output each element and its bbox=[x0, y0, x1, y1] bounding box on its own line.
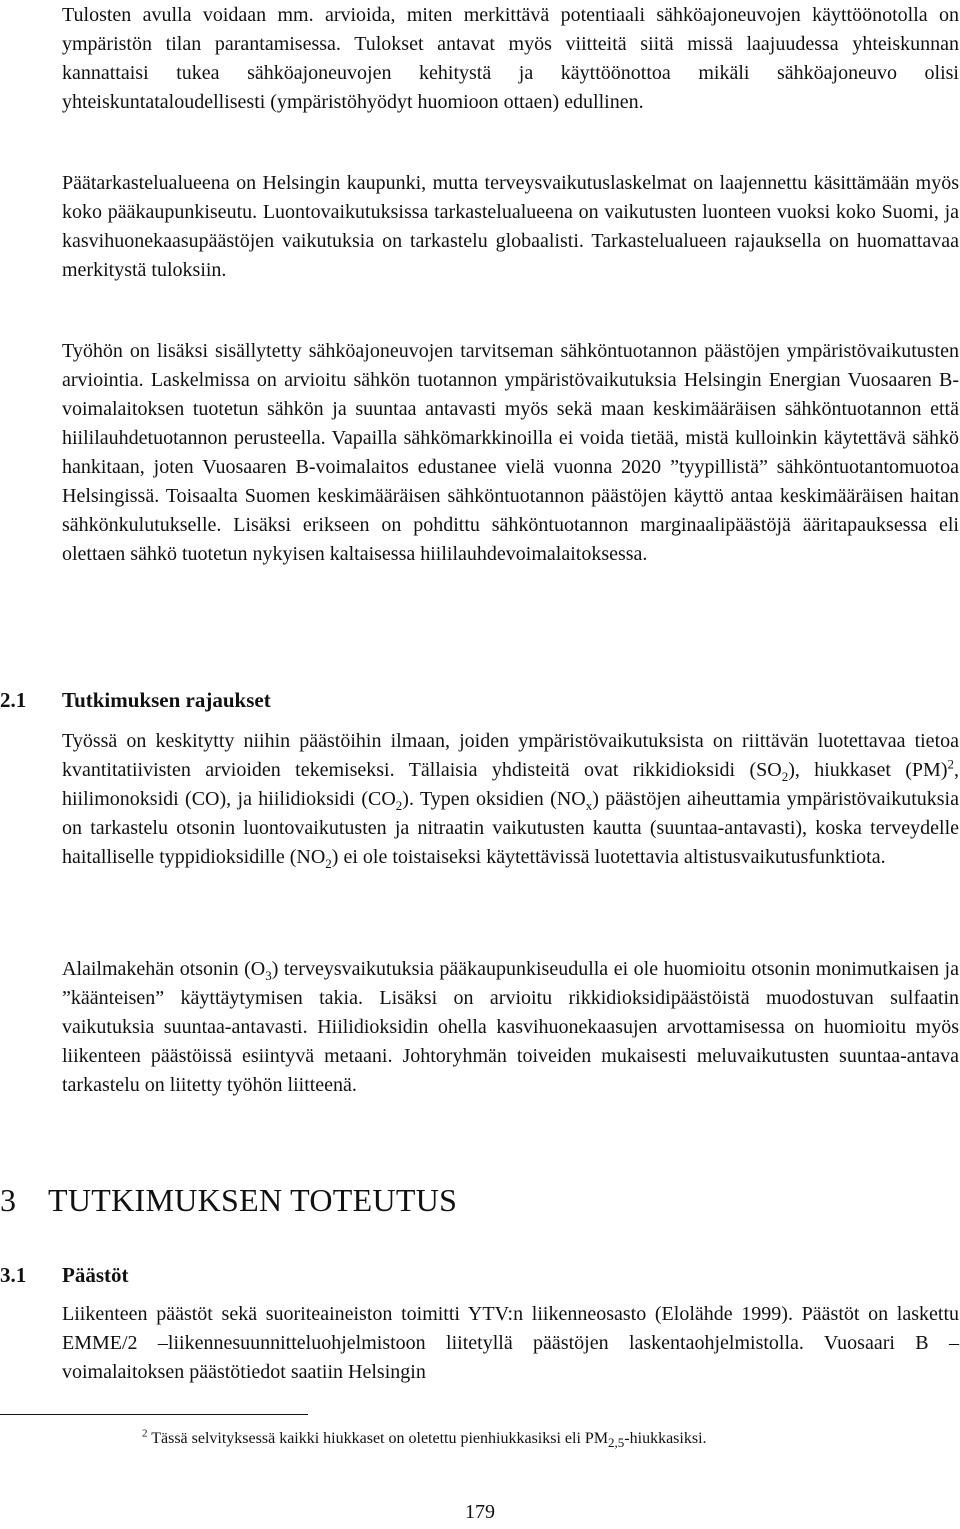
text-run: ). Typen oksidien (NO bbox=[402, 788, 586, 810]
paragraph-emissions-scope bbox=[62, 727, 959, 872]
subscript-nox: x bbox=[585, 798, 593, 813]
section-heading-3-1 bbox=[0, 1261, 129, 1289]
paragraph-electricity-production: Työhön on lisäksi sisällytetty sähköajoneuvojen tarvitseman sähköntuotannon päästöjen ympäristövaikutusten arviointia. Laskelmissa on arvioitu sähkön tuotannon ympäristövaikutuksia Helsingin Energian Vuosaaren B-voimalaitoksen tuotetun sähkön ja suuntaa antavasti myös sekä maan keskimääräisen sähköntuotannon että hiililauhdetuotannon perusteella. Vapailla sähkömarkkinoilla ei voida tietää, mistä kulloinkin käytettävä sähkö hankitaan, joten Vuosaaren B-voimalaitos edustanee vielä vuonna 2020 ”tyypillistä” sähköntuotantomuotoa Helsingissä. Toisaalta Suomen keskimääräisen sähköntuotannon päästöjen käyttö antaa keskimääräisen haitan sähkönkulutukselle. Lisäksi erikseen on pohdittu sähköntuotannon marginaalipäästöjä ääritapauksessa eli olettaen sähkö tuotetun nykyisen kaltaisessa hiililauhdevoimalaitoksessa. bbox=[62, 340, 959, 565]
section-number: 3.1 bbox=[0, 1263, 27, 1287]
chapter-heading-3 bbox=[0, 1180, 457, 1220]
chapter-title: TUTKIMUKSEN TOTEUTUS bbox=[48, 1182, 458, 1218]
page-number: 179 bbox=[465, 1501, 495, 1523]
section-title: Päästöt bbox=[62, 1263, 129, 1287]
paragraph-emission-data: Liikenteen päästöt sekä suoriteaineiston toimitti YTV:n liikenneosasto (Elolähde 1999). Päästöt on laskettu EMME/2 –liikennesuunnitteluohjelmistoon liitetyllä päästöjen laskentaohjelmistolla. Vuosaari B –voimalaitoksen päästötiedot saatiin Helsingin bbox=[62, 1303, 959, 1383]
subscript-no2: 2 bbox=[325, 856, 332, 871]
footnote-ref: 2 bbox=[947, 756, 954, 772]
section-title: Tutkimuksen rajaukset bbox=[62, 688, 271, 712]
text-run: ), hiukkaset (PM) bbox=[788, 759, 948, 781]
subscript-o3: 3 bbox=[265, 968, 272, 983]
footnote-marker: 2 bbox=[142, 1427, 148, 1440]
paragraph-results-potential: Tulosten avulla voidaan mm. arvioida, miten merkittävä potentiaali sähköajoneuvojen käyttöönotolla on ympäristön tilan parantamisessa. Tulokset antavat myös viitteitä siitä missä laajuudessa yhteiskunnan kannattaisi tukea sähköajoneuvojen kehitystä ja käyttöönottoa mikäli sähköajoneuvo olisi yhteiskuntataloudellisesti (ympäristöhyödyt huomioon ottaen) edullinen. bbox=[62, 4, 959, 113]
subscript-co2: 2 bbox=[395, 798, 403, 813]
footnote-divider bbox=[0, 1414, 308, 1415]
text-run: Alailmakehän otsonin (O bbox=[62, 958, 266, 980]
text-run: ) terveysvaikutuksia pääkaupunkiseudulla ei ole huomioitu otsonin monimutkaisen ja ”käänteisen” käyttäytymisen takia. Lisäksi on arvioitu rikkidioksidipäästöistä muodostuvan sulfaatin vaikutuksia suuntaa-antavasti. Hiilidioksidin ohella kasvihuonekaasujen arvottamisessa on huomioitu myös liikenteen päästöissä esiintyvä metaani. Johtoryhmän toiveiden mukaisesti meluvaikutusten suuntaa-antava tarkastelu on liitetty työhön liitteenä. bbox=[62, 958, 959, 1096]
section-number: 2.1 bbox=[0, 688, 27, 712]
subscript-so2: 2 bbox=[781, 769, 789, 784]
text-run: , hiilimonoksidi (CO), ja hiilidioksidi (CO bbox=[62, 759, 959, 810]
paragraph-study-area: Päätarkastelualueena on Helsingin kaupunki, mutta terveysvaikutuslaskelmat on laajennettu käsittämään myös koko pääkaupunkiseutu. Luontovaikutuksissa tarkastelualueena on vaikutusten luonteen vuoksi koko Suomi, ja kasvihuonekaasupäästöjen vaikutuksia on tarkastelu globaalisti. Tarkastelualueen rajauksella on huomattavaa merkitystä tuloksiin. bbox=[62, 172, 959, 281]
footnote bbox=[142, 1428, 707, 1450]
section-heading-2-1 bbox=[0, 686, 271, 714]
footnote-text-end: -hiukkasiksi. bbox=[624, 1430, 707, 1447]
chapter-number: 3 bbox=[0, 1182, 17, 1218]
footnote-subscript: 2,5 bbox=[608, 1435, 625, 1451]
paragraph-ozone bbox=[62, 955, 959, 1100]
text-run: ) päästöjen aiheuttamia ympäristövaikutuksia on tarkastelu otsonin luontovaikutusten ja nitraatin vaikutusten kautta (suuntaa-antavasti), koska terveydelle haitalliselle typpidioksidille (NO bbox=[62, 788, 959, 868]
footnote-text: Tässä selvityksessä kaikki hiukkaset on oletettu pienhiukkasiksi eli PM bbox=[147, 1430, 609, 1447]
text-run: ) ei ole toistaiseksi käytettävissä luotettavia altistusvaikutusfunktiota. bbox=[331, 846, 886, 868]
text-run: Työssä on keskitytty niihin päästöihin ilmaan, joiden ympäristövaikutuksista on riittävän luotettavaa tietoa kvantitatiivisten arvioiden tekemiseksi. Tällaisia yhdisteitä ovat rikkidioksidi (SO bbox=[62, 730, 959, 781]
